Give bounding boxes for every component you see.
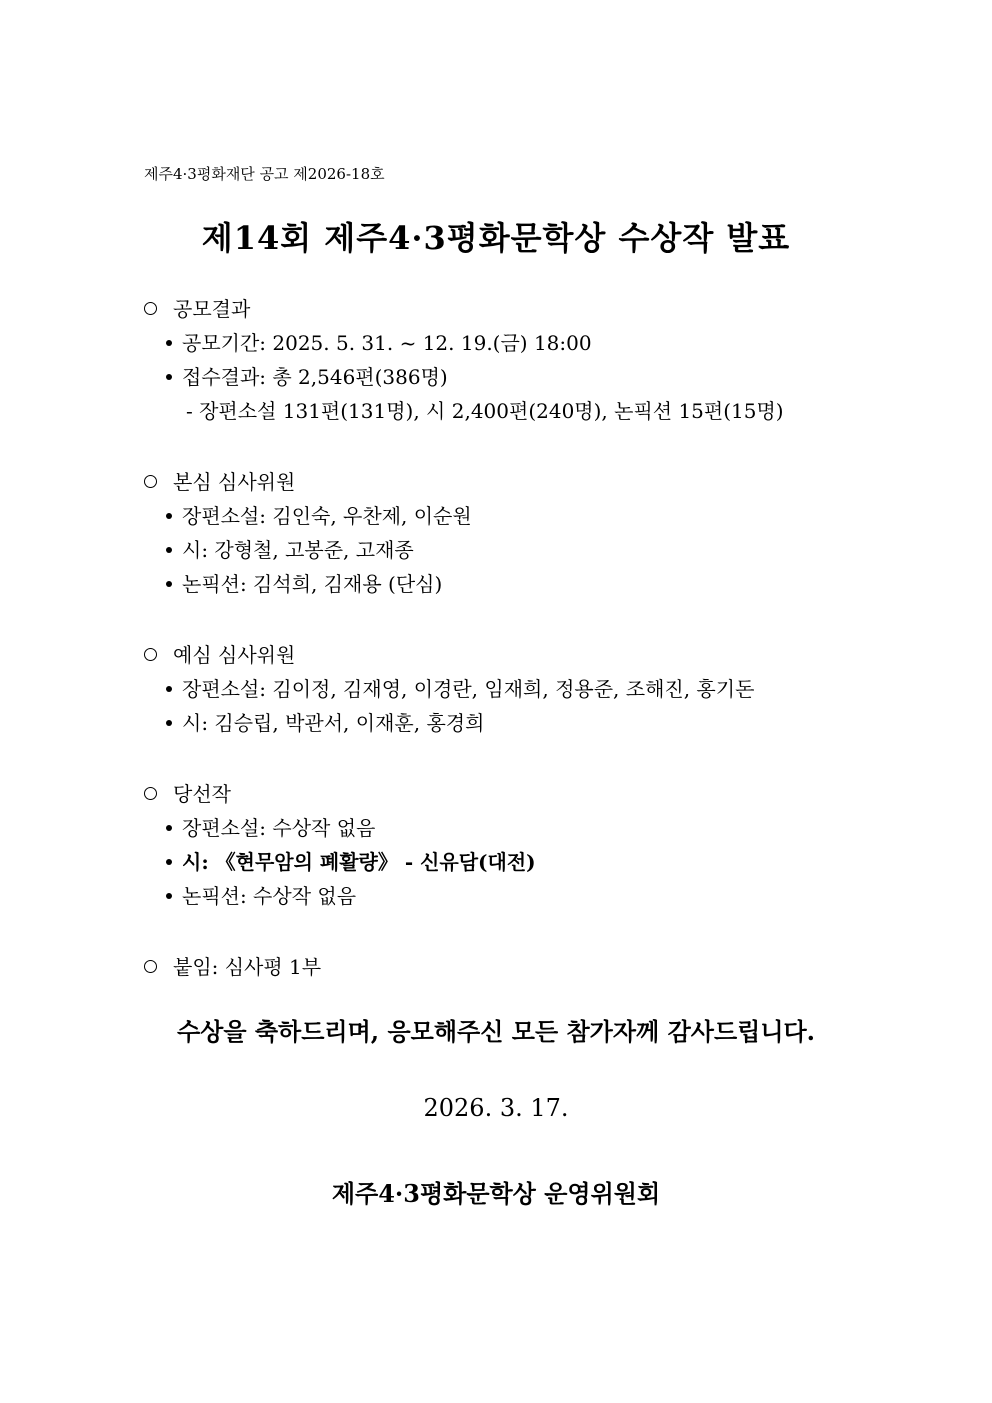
winner-poetry: 시: 《현무암의 폐활량》 - 신유담(대전) bbox=[144, 845, 536, 879]
page-title: 제14회 제주4·3평화문학상 수상작 발표 bbox=[201, 219, 791, 257]
section-heading: 공모결과 bbox=[173, 297, 251, 321]
section-attachment bbox=[144, 950, 321, 984]
sub-list-item: - 장편소설 131편(131명), 시 2,400편(240명), 논픽션 15편(15명) bbox=[186, 399, 784, 423]
section-heading: 붙임: 심사평 1부 bbox=[173, 955, 322, 979]
bullet-icon bbox=[166, 686, 172, 692]
list-item: 공모기간: 2025. 5. 31. ~ 12. 19.(금) 18:00 bbox=[144, 326, 784, 360]
list-item: 장편소설: 김이정, 김재영, 이경란, 임재희, 정용준, 조해진, 홍기돈 bbox=[144, 672, 754, 706]
list-item: 장편소설: 김인숙, 우찬제, 이순원 bbox=[144, 499, 472, 533]
circle-bullet-icon bbox=[144, 648, 157, 661]
bullet-icon bbox=[166, 893, 172, 899]
bullet-icon bbox=[166, 825, 172, 831]
section-preliminary-judges bbox=[144, 638, 754, 740]
circle-bullet-icon bbox=[144, 302, 157, 315]
section-heading: 예심 심사위원 bbox=[173, 643, 296, 667]
bullet-icon bbox=[166, 340, 172, 346]
bullet-icon bbox=[166, 513, 172, 519]
list-item: 시: 김승립, 박관서, 이재훈, 홍경희 bbox=[144, 706, 754, 740]
list-item: 논픽션: 수상작 없음 bbox=[144, 879, 536, 913]
circle-bullet-icon bbox=[144, 787, 157, 800]
section-final-judges bbox=[144, 465, 472, 601]
list-item: 접수결과: 총 2,546편(386명) bbox=[144, 360, 784, 394]
bullet-icon bbox=[166, 859, 172, 865]
circle-bullet-icon bbox=[144, 960, 157, 973]
section-heading: 당선작 bbox=[173, 782, 231, 806]
section-contest-results bbox=[144, 292, 784, 428]
closing-message: 수상을 축하드리며, 응모해주신 모든 참가자께 감사드립니다. bbox=[176, 1017, 816, 1046]
section-heading: 본심 심사위원 bbox=[173, 470, 296, 494]
section-winners bbox=[144, 777, 536, 913]
bullet-icon bbox=[166, 581, 172, 587]
bullet-icon bbox=[166, 720, 172, 726]
list-item: 장편소설: 수상작 없음 bbox=[144, 811, 536, 845]
list-item: 시: 강형철, 고봉준, 고재종 bbox=[144, 533, 472, 567]
announcement-number: 제주4·3평화재단 공고 제2026-18호 bbox=[144, 165, 385, 183]
announcement-date: 2026. 3. 17. bbox=[423, 1094, 569, 1122]
circle-bullet-icon bbox=[144, 475, 157, 488]
list-item: 논픽션: 김석희, 김재용 (단심) bbox=[144, 567, 472, 601]
issuer-name: 제주4·3평화문학상 운영위원회 bbox=[331, 1179, 661, 1208]
bullet-icon bbox=[166, 374, 172, 380]
bullet-icon bbox=[166, 547, 172, 553]
